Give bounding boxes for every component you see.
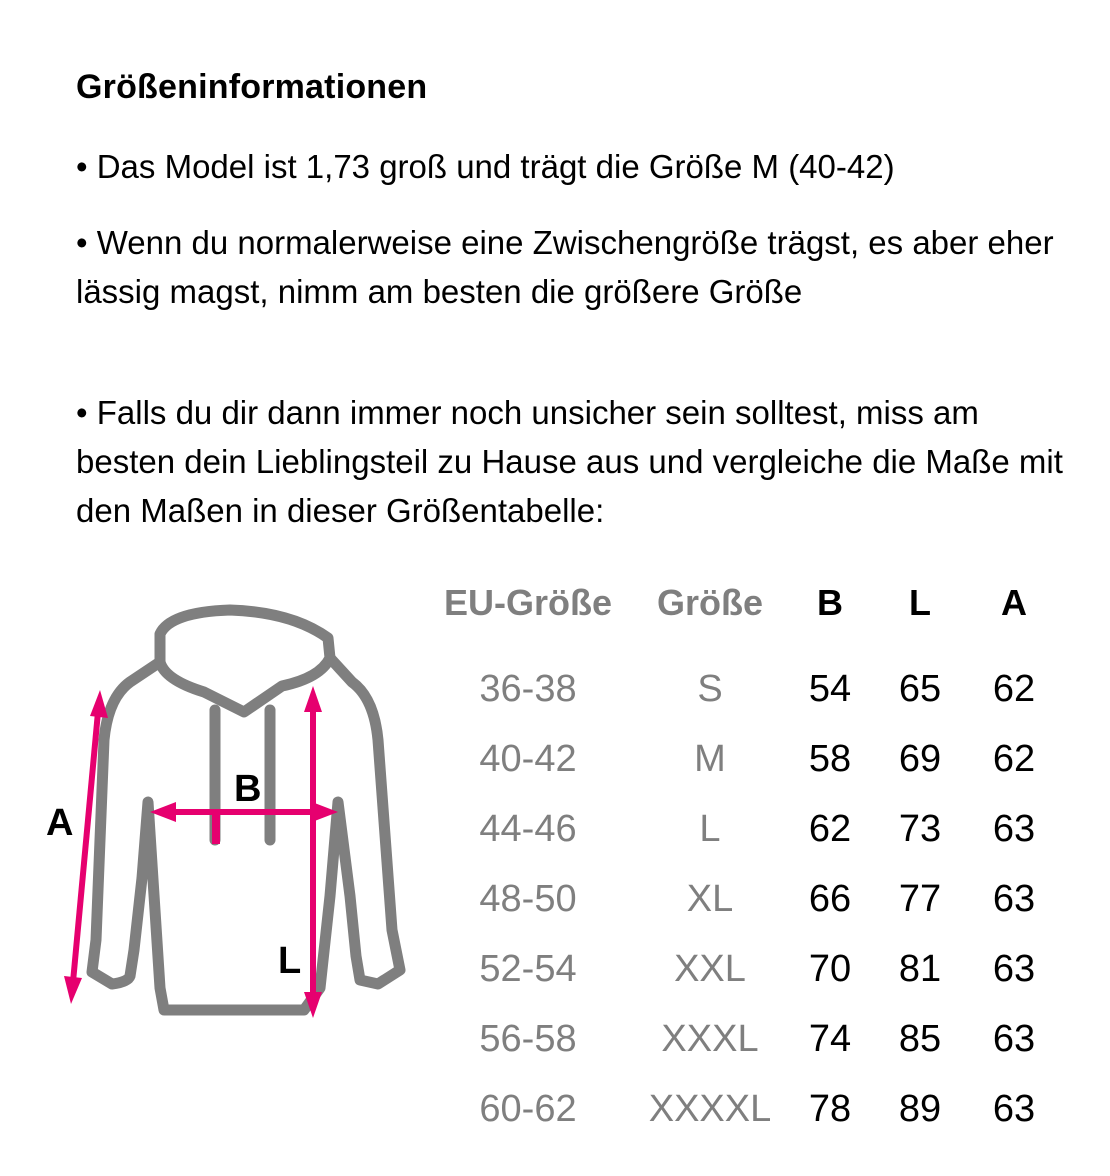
- dimension-label-a: A: [46, 802, 74, 844]
- cell-a: 63: [992, 947, 1036, 990]
- table-row: [420, 794, 1064, 864]
- info-bullet-model: • Das Model ist 1,73 groß und trägt die Größe M (40-42): [76, 148, 895, 185]
- table-row: [420, 654, 1064, 724]
- cell-l: 89: [898, 1087, 942, 1130]
- cell-a: 62: [992, 667, 1036, 710]
- cell-eu-size: 40-42: [479, 737, 577, 780]
- page-title: Größeninformationen: [76, 68, 428, 106]
- cell-size: L: [699, 807, 721, 850]
- cell-a: 63: [992, 1017, 1036, 1060]
- header-l: L: [909, 582, 931, 623]
- dimension-label-l: L: [278, 940, 302, 982]
- cell-l: 81: [898, 947, 942, 990]
- cell-eu-size: 60-62: [479, 1087, 577, 1130]
- cell-l: 69: [898, 737, 942, 780]
- dimension-label-b: B: [234, 768, 262, 810]
- cell-a: 63: [992, 877, 1036, 920]
- hoodie-icon: [30, 600, 420, 1040]
- cell-b: 74: [808, 1017, 852, 1060]
- cell-size: S: [697, 667, 723, 710]
- cell-eu-size: 36-38: [479, 667, 577, 710]
- cell-size: M: [694, 737, 726, 780]
- info-bullet-measure-tip: • Falls du dir dann immer noch unsicher sein solltest, miss am besten dein Lieblingsteil zu Hause aus und vergleiche die Maße mit den Maßen in dieser Größentabelle:: [76, 394, 1063, 529]
- cell-size: XXL: [674, 947, 746, 990]
- table-row: [420, 724, 1064, 794]
- table-row: [420, 934, 1064, 1004]
- cell-size: XXXXL: [648, 1087, 772, 1130]
- cell-eu-size: 44-46: [479, 807, 577, 850]
- cell-b: 66: [808, 877, 852, 920]
- header-eu-size: EU-Größe: [443, 582, 612, 623]
- cell-eu-size: 52-54: [479, 947, 577, 990]
- cell-size: XL: [686, 877, 734, 920]
- cell-a: 63: [992, 1087, 1036, 1130]
- cell-size: XXXL: [661, 1017, 759, 1060]
- cell-l: 73: [898, 807, 942, 850]
- cell-l: 77: [898, 877, 942, 920]
- header-size: Größe: [656, 582, 763, 623]
- cell-b: 78: [808, 1087, 852, 1130]
- table-header-row: [420, 570, 1064, 636]
- size-table: [420, 570, 1064, 1144]
- table-row: [420, 1074, 1064, 1144]
- cell-l: 85: [898, 1017, 942, 1060]
- header-a: A: [1001, 582, 1027, 623]
- cell-a: 63: [992, 807, 1036, 850]
- header-b: B: [817, 582, 843, 623]
- cell-eu-size: 48-50: [479, 877, 577, 920]
- cell-b: 54: [808, 667, 852, 710]
- cell-l: 65: [898, 667, 942, 710]
- table-row: [420, 1004, 1064, 1074]
- cell-eu-size: 56-58: [479, 1017, 577, 1060]
- cell-b: 70: [808, 947, 852, 990]
- hoodie-measurement-figure: [30, 600, 420, 1040]
- table-row: [420, 864, 1064, 934]
- cell-b: 58: [808, 737, 852, 780]
- cell-a: 62: [992, 737, 1036, 780]
- cell-b: 62: [808, 807, 852, 850]
- info-bullet-in-between-size: • Wenn du normalerweise eine Zwischengröße trägst, es aber eher lässig magst, nimm am besten die größere Größe: [76, 224, 1054, 310]
